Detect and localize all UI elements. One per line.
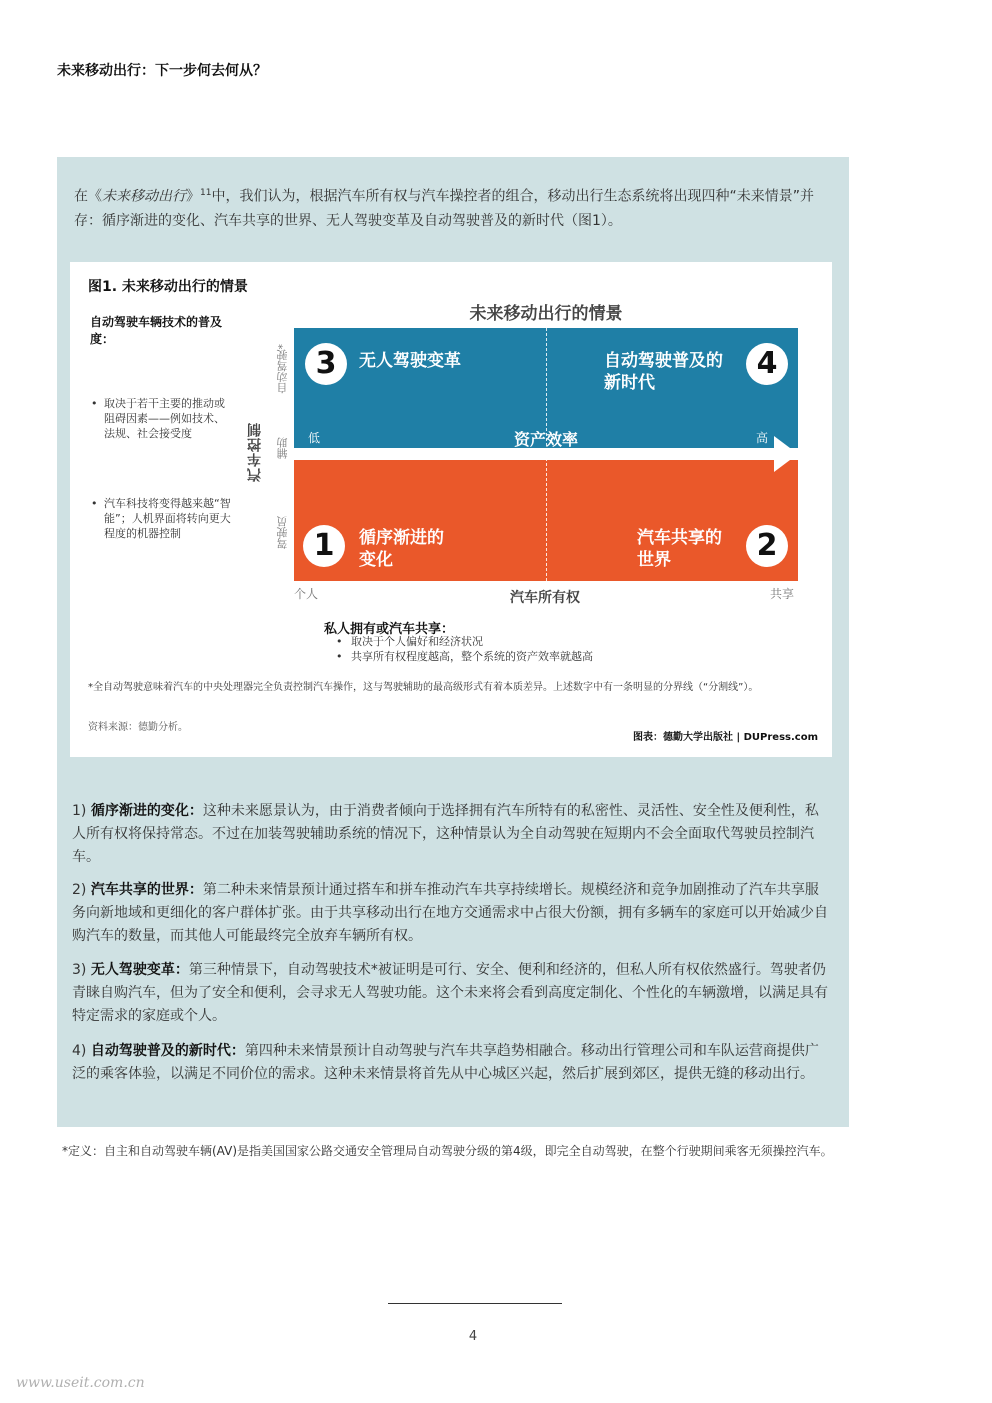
paragraph-text: 第四种未来情景预计自动驾驶与汽车共享趋势相融合。移动出行管理公司和车队运营商提供广泛的乘客体验，以满足不同价位的需求。这种未来情景将首先从中心城区兴起，然后扩展到郊区，提供无缝的移动出行。 [72,1043,819,1082]
y-tick-top: 自动驾驶* [276,344,289,394]
paragraph-text: 第二种未来情景预计通过搭车和拼车推动汽车共享持续增长。规模经济和竞争加剧推动了汽车共享服务向新地域和更细化的客户群体扩张。由于共享移动出行在地方交通需求中占很大份额，拥有多辆车的家庭可以开始减少自购汽车的数量，而其他人可能最终完全放弃车辆所有权。 [72,882,828,944]
intro-paragraph [74,181,834,233]
ownership-heading: 私人拥有或汽车共享： [324,622,455,637]
x-axis-title: 汽车所有权 [510,590,580,606]
quadrant-4-number: 4 [746,343,788,385]
paragraph-heading: 自动驾驶普及的新时代： [90,1043,245,1059]
watermark: www.useit.com.cn [16,1375,145,1391]
quadrant-1-number: 1 [303,525,345,567]
intro-text: 中，我们认为，根据汽车所有权与汽车操控者的组合，移动出行生态系统将出现四种“未来情景”并存：循序渐进的变化、汽车共享的世界、无人驾驶变革及自动驾驶普及的新时代（图1）。 [74,188,814,229]
paragraph-heading: 汽车共享的世界： [90,882,203,898]
footnote-ref: 11 [200,188,212,198]
figure-source: 资料来源：德勤分析。 [88,722,188,733]
x-axis-right-label: 共享 [770,587,795,601]
paragraph-heading: 无人驾驶变革： [90,962,189,978]
footnote: *定义：自主和自动驾驶车辆(AV)是指美国国家公路交通安全管理局自动驾驶分级的第4级，即完全自动驾驶，在整个行驶期间乘客无须操控汽车。 [62,1144,833,1158]
scenario-paragraph-2 [72,879,832,948]
book-title: 未来移动出行 [102,188,186,205]
left-bullet-1: • 取决于若干主要的推动或阻碍因素——例如技术、法规、社会接受度 [104,396,234,441]
paragraph-number: 4) [72,1043,91,1059]
ownership-bullet-1: • 取决于个人偏好和经济状况 [351,634,483,649]
y-tick-middle: 辅助 [276,437,289,459]
quadrant-2-label: 汽车共享的世界 [637,528,722,570]
left-bullet-2: • 汽车科技将变得越来越“智能”；人机界面将转向更大程度的机器控制 [104,496,234,541]
quadrant-2-number: 2 [746,525,788,567]
y-axis-title: 汽车控制 [247,422,263,482]
paragraph-number: 3) [72,962,91,978]
y-tick-bottom: 驾驶员 [276,516,289,549]
page-number: 4 [468,1329,478,1344]
paragraph-heading: 循序渐进的变化： [90,803,203,819]
left-heading: 自动驾驶车辆技术的普及度： [90,315,223,346]
quadrant-1-label: 循序渐进的变化 [359,528,444,570]
ownership-bullet-2: • 共享所有权程度越高，整个系统的资产效率就越高 [351,649,593,664]
chart-title: 未来移动出行的情景 [469,304,623,324]
quadrant-3-label: 无人驾驶变革 [359,351,461,371]
intro-post-title: 》 [186,188,200,205]
paragraph-text: 第三种情景下，自动驾驶技术*被证明是可行、安全、便利和经济的，但私人所有权依然盛行。驾驶者仍青睐自购汽车，但为了安全和便利，会寻求无人驾驶功能。这个未来将会看到高度定制化、个性化的车辆激增，以满足具有特定需求的家庭或个人。 [72,962,828,1024]
running-title: 未来移动出行：下一步何去何从？ [57,63,267,79]
asset-efficiency-low: 低 [308,431,321,445]
quadrant-3-number: 3 [305,343,347,385]
x-axis-left-label: 个人 [294,587,319,601]
arrow-right-icon [774,436,798,472]
footer-rule [388,1303,562,1304]
intro-pre: 在《 [74,188,102,205]
arrow-shaft [294,449,776,459]
figure-note: *全自动驾驶意味着汽车的中央处理器完全负责控制汽车操作，这与驾驶辅助的最高级形式有着本质差异。上述数字中有一条明显的分界线（“分割线”）。 [88,682,759,693]
scenario-paragraph-4 [72,1040,832,1086]
figure-label: 图1. 未来移动出行的情景 [88,279,248,295]
paragraph-number: 1) [72,803,91,819]
paragraph-text: 这种未来愿景认为，由于消费者倾向于选择拥有汽车所特有的私密性、灵活性、安全性及便利性，私人所有权将保持常态。不过在加装驾驶辅助系统的情况下，这种情景认为全自动驾驶在短期内不会全面取代驾驶员控制汽车。 [72,803,819,865]
quadrant-4-label: 自动驾驶普及的新时代 [604,351,723,393]
asset-efficiency-high: 高 [756,431,769,445]
asset-efficiency-label: 资产效率 [513,430,578,449]
figure-credit: 图表：德勤大学出版社 | DUPress.com [633,732,818,743]
scenario-paragraph-1 [72,800,832,869]
paragraph-number: 2) [72,882,91,898]
figure-box [70,262,832,757]
scenario-paragraph-3 [72,959,832,1028]
